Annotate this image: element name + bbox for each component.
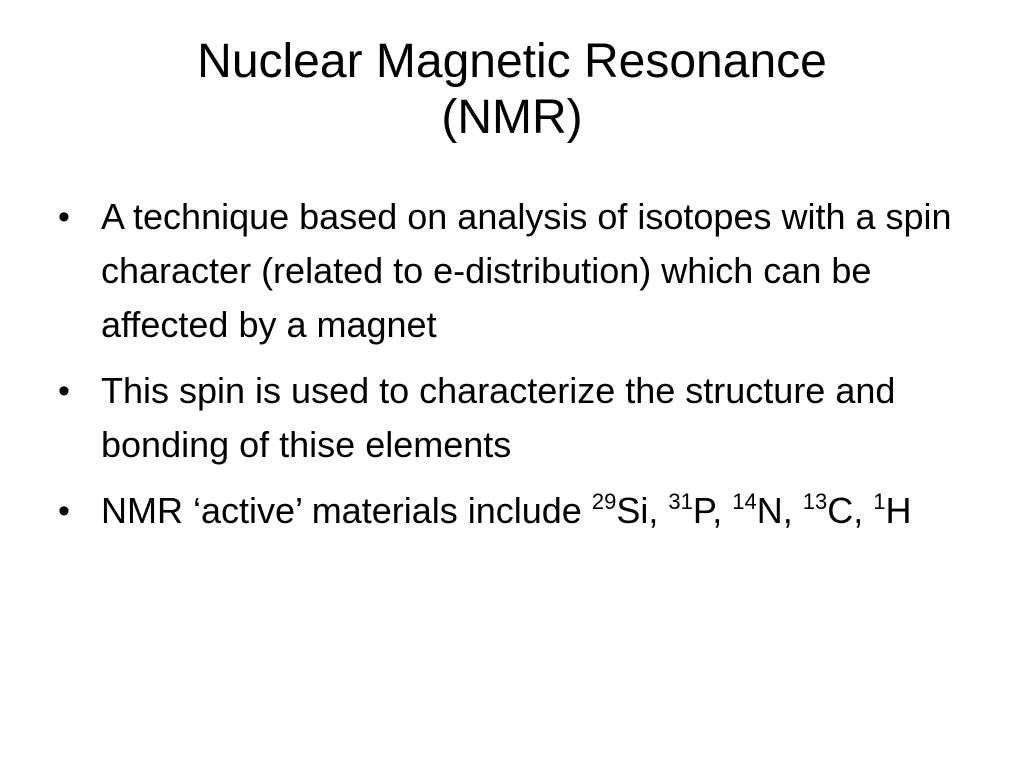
isotope (873, 490, 911, 531)
isotope-separator: , (712, 490, 733, 531)
bullet-icon: • (58, 198, 70, 236)
isotope-symbol: N (756, 490, 783, 531)
bullet-text: A technique based on analysis of isotopes with a spin character (related to e-distribution) which can be affected by a magnet (101, 196, 952, 345)
isotope-separator: , (648, 490, 669, 531)
isotope-symbol: H (885, 490, 912, 531)
bullet-item (58, 364, 968, 472)
slide-title-line-1: Nuclear Magnetic Resonance (197, 35, 827, 88)
isotope-mass-number: 1 (873, 489, 886, 514)
isotope-symbol: C (827, 490, 854, 531)
isotope-symbol: P (692, 490, 713, 531)
bullet-icon: • (58, 372, 70, 410)
isotope (732, 490, 803, 531)
isotope-separator: , (782, 490, 803, 531)
isotopes-intro: NMR ‘active’ materials include (101, 490, 592, 531)
bullet-list (58, 190, 968, 550)
isotope (592, 490, 669, 531)
isotope-mass-number: 31 (668, 489, 693, 514)
isotope (668, 490, 732, 531)
isotope-separator: , (853, 490, 874, 531)
isotope-mass-number: 13 (802, 489, 828, 514)
bullet-item-isotopes (58, 484, 968, 538)
bullet-text: This spin is used to characterize the structure and bonding of thise elements (101, 370, 896, 465)
slide-title-line-2: (NMR) (441, 91, 583, 144)
isotope (803, 490, 874, 531)
bullet-text (101, 490, 911, 531)
bullet-item (58, 190, 968, 352)
slide-title (62, 34, 962, 146)
bullet-icon: • (58, 492, 70, 530)
isotope-mass-number: 29 (591, 489, 617, 514)
isotope-mass-number: 14 (732, 489, 757, 514)
isotope-symbol: Si (616, 490, 649, 531)
